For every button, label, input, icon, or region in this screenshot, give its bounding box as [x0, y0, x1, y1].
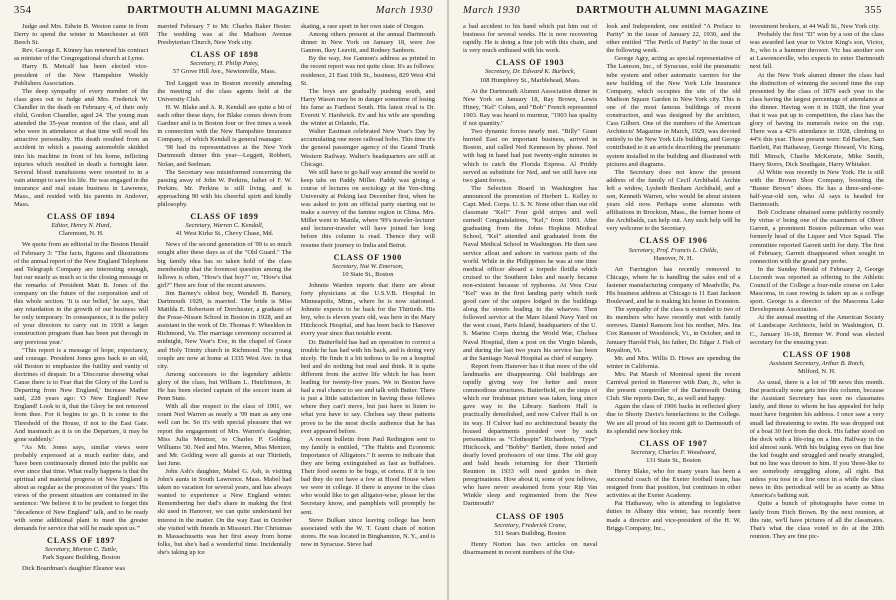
- news-paragraph: Probably the first "D" won by a son of the class was awarded last year to Victor King's son, Victor, Jr., who is a hammer thrower. Vic has another son at Lawrenceville, who expects to enter Dartmouth next fall.: [749, 31, 884, 71]
- right-columns: [463, 23, 884, 598]
- news-paragraph: At the annual meeting of the American Society of Landscape Architects, held in Washington, D. C., January 16-18, Bremer W. Pond was elected secretary for the ensuing year.: [749, 314, 884, 346]
- news-paragraph: '98 had its representatives at the New York Dartmouth dinner this year—Leggett, Robbert, Nolan, and Seelman.: [157, 144, 292, 168]
- news-paragraph: "As Mr. Jones says, similar views were probably expressed at a much earlier date, and 'have been continuously dinned into the public ear ever since that time. What really happens is that the spiritual and material progress of New England is about as regular as the procession of the years.' His views of the present situation are contained in the sentence: 'We believe it to be prudent to forget this "decadence of New England" talk, and to be ready with some additional plant to meet the greater demands for service that will be made upon us.'": [14, 443, 149, 532]
- secretary-address: Park Square Building, Boston: [42, 554, 120, 561]
- news-paragraph: Art Farrington has recently removed to Chicago, where he is handling the sales end of a fastener manufacturing company of Meadville, Pa. His business address at Chicago is 11 East Jackson Boulevard, and he is making his home in Evanston.: [606, 265, 741, 306]
- left-running-head: [14, 5, 433, 19]
- news-paragraph: married February 7 to Mr. Charles Baker Hester. The wedding was at the Madison Avenue Presbyterian Church, New York city.: [157, 23, 292, 47]
- news-paragraph: John Ash's daughter, Mabel G. Ash, is visiting John's aunts in South Lawrence. Mass. Mabel had taken no vacation for several years, and has always wanted to experience a New England winter. Remembering her dad's share in making the first ski used in Hanover, we can quite understand her interest in the matter. On the way East in October she visited with friends in Missouri. Her Christmas in Massachusetts was her first away from home folks, but she's had a wonderful time. Incidentally she's taking up ice: [157, 467, 292, 556]
- news-paragraph: News of the second generation of '99 is so much sought after these days as of the "Old Guard." The big family idea has so taken hold of the class membership that the foremost question among the fellows is often, "How's that boy?" or, "How's that girl?" Here are four of the recent answers.: [157, 241, 292, 289]
- right-column-1: [463, 23, 597, 598]
- secretary-address: 108 Humphrey St., Marblehead, Mass.: [479, 76, 581, 84]
- news-paragraph: Report from Hanover has it that more of the old landmarks are disappearing. Old buildings are rapidly giving way for better and more commodious structures. Butterfield, on the steps of which our freshman picture was taken, long since gave way to the Library. Sanborn Hall is practically demolished, and now Culver Hall is on its way. If Culver had no architectural beauty the housed departments presided over by such personalities as "Clothespin" Richardson, "Type" Hitchcock, and "Bobby" Bartlett, three noted and dearly loved professors of our time. The old gray and bald heads returning for their Thirtieth Reunion in 1933 will need guides in their peregrinations. How about it, some of you fellows, who have never awakened from your Rip Van Winkle sleep and regimented from the New Dartmouth?: [463, 362, 598, 508]
- secretary-address: Hanover, N. H.: [653, 254, 694, 262]
- class-secretary: Secretary, H. Philip Patey,: [189, 60, 260, 68]
- page-number: 355: [864, 5, 882, 16]
- news-paragraph: skating, a rare sport in her own state of Oregon.: [300, 23, 425, 30]
- secretary-address: Milford, N. H.: [797, 367, 836, 375]
- class-secretary: Secretary, Morton C. Tuttle,: [44, 545, 118, 553]
- news-paragraph: Henry Blake, who for many years has been a successful coach of the Exeter football team, has resigned from that position, but continues in other activities at the Exeter Academy.: [606, 467, 741, 500]
- secretary-address: 10 State St., Boston: [342, 270, 394, 278]
- news-paragraph: Bob Cochrane obtained some publicity recently by virtue o' being one of the examiners of Oliver Garrett, a prominent Boston policeman who was formerly head of the Liquor and Vice Squad. The committee reported Garrett unfit for duty. The first of February, Garrett disappeared when sought in connection with the grand jury probe.: [749, 209, 884, 265]
- secretary-address: Claremont, N. H.: [58, 230, 104, 238]
- news-paragraph: Al White was recently in New York. He is still with the Brown Shoe Company, boosting the "Buster Brown" shoes. He has a three-and-one-half-year-old son, who Al says is headed for Dartmouth.: [749, 168, 884, 209]
- magazine-title: DARTMOUTH ALUMNI MAGAZINE: [576, 5, 769, 16]
- news-paragraph: Judge and Mrs. Edwin B. Weston came in from Derry to spend the winter in Manchester at 669 Beech St.: [14, 23, 149, 47]
- news-paragraph: The Secretary does not know the present address of the family of Cecil Archibald. Archie left a widow, Lysbeth Benham Archibald, and a son, Kenneth Warren, who would be about sixteen years old now. Perhaps some alumnus with affiliations in Brockton, Mass., the former home of the Archibalds, can help out. Any such help will be very welcome to the Secretary.: [606, 168, 741, 233]
- news-paragraph: Walter Eastman celebrated New Year's Day by accumulating one more railroad hobo. This time it's the general passenger agency of the Grand Trunk Western Railway. Walter's headquarters are still at Chicago.: [300, 128, 435, 168]
- news-paragraph: At the Dartmouth Alumni Association dinner in New York on January 18, Ray Brown, Lewis Hiney, "Kel" Cohen, and "Bob" French represented 1903. Ray was heard to murmur, "1903 has quality if not quantity.": [463, 87, 598, 128]
- news-paragraph: A recent bulletin from Paul Redington sent to my family is entitled, "The Habits and Economic Importance of Alligators." It seems to indicate that they are being extinguished as fast as buffaloes. Their food seems to be bugs, et cetera. If it is too bad they do not have a few at Hood House when we were in college. If there is anyone in the class who would like to get alligator-wise, please let the Secretary know, and pamphlets will promptly be sent.: [300, 435, 435, 516]
- left-column-2: [157, 23, 291, 598]
- class-heading: CLASS OF 1897: [47, 535, 116, 545]
- news-paragraph: Among others present at the annual Dartmouth dinner in New York on January 18, were Joe Gannon, Ikey Leavitt, and Rodney Sanborn.: [300, 31, 435, 55]
- class-heading: CLASS OF 1903: [496, 58, 565, 68]
- class-secretary: Secretary, Prof. Francis L. Childs,: [628, 246, 719, 254]
- class-heading: CLASS OF 1907: [639, 438, 708, 448]
- right-page: [449, 0, 896, 600]
- news-paragraph: Jim Barney's oldest boy, Wendell B. Barney, Dartmouth 1929, is married. The bride is Miss Matilda E. Robertson of Dorchester, a graduate of the Posse-Nissen School in Boston in 1928, and an assistant in the work of Dr. Thomas F. Wheeldon in Richmond, Va. The marriage ceremony occurred at midnight, New Year's Eve, in the chapel of Grace and Holy Trinity church in Richmond. The young couple are now at home at 1335 West Ave. in that city.: [157, 289, 292, 370]
- news-paragraph: The deep sympathy of every member of the class goes out to Judge and Mrs. Frederick W. Chandler in the death on February 4, of their only child, Gordon Chandler, aged 24. The young man attended the 35-year reunion of the class, and all who were in attendance at that time will recall his attractive personality. His death resulted from an accident in which a passing automobile skidded into his machine in front of his home, inflicting injuries which resulted in death a fortnight later. Several blood transfusions were resorted to in a vain attempt to save his life. He was engaged in the insurance and real estate business in Lawrence, Mass., and resided with his parents in Andover, Mass.: [14, 87, 149, 209]
- right-running-head: [463, 5, 882, 19]
- news-paragraph: investment brokers, at 44 Wall St., New York city.: [749, 23, 880, 30]
- class-heading: CLASS OF 1898: [190, 50, 259, 60]
- class-secretary: Editor, Henry N. Hurd,: [51, 222, 112, 230]
- news-paragraph: Quite a bunch of photographs have come in lately from Fitch Brown. By the next reunion, at this rate, we'll have pictures of all the classmates. That's what the class voted to do at the 20th reunion. They are fine pic-: [749, 500, 884, 540]
- news-paragraph: Mr. and Mrs. Willis D. Howe are spending the winter in California.: [606, 354, 741, 370]
- class-heading: CLASS OF 1906: [639, 236, 708, 246]
- left-column-3: [301, 23, 435, 598]
- right-column-2: [606, 23, 740, 598]
- news-paragraph: look and Independent, one entitled "A Preface to Parity" in the issue of January 22, 1930, and the other entitled "The Perils of Parity" in the issue of the following week.: [606, 23, 741, 55]
- news-paragraph: Among successors to the legendary athletic glory of the class, but William L. Hutchinson, Jr. He has been elected captain of the soccer team at Penn State.: [157, 370, 292, 403]
- news-paragraph: With all due respect to the class of 1901, we count Ned Warren as nearly a '99 man as any one well can be. So it's with special pleasure that we report the engagement of Mrs. Warren's daughter, Miss Julia Mentzer, to Charles P. Golding. Williams '30. Ned and Mrs. Warren, Miss Mentzer, and Mr. Golding were all guests at our Thirtieth, last June.: [157, 403, 292, 467]
- news-paragraph: Henry Norton has two articles on naval disarmament in recent numbers of the Out-: [463, 540, 598, 556]
- class-heading: CLASS OF 1894: [47, 212, 116, 222]
- news-paragraph: Two dynamic forces nearly met. "Billy" Grant hurried East on important business, arrived in Boston, and called Ned Kenneson by phone. Ned with bag in hand had just twenty-eight minutes in which to catch the Florida Express. Al Priddy served as substitute for Ned, and we still have our two giant forces.: [463, 128, 598, 184]
- news-paragraph: Ted Leggett was in Boston recently attending the meeting of the class agents held at the University Club.: [157, 79, 292, 103]
- news-paragraph: Steve Bulkan since leaving college has been associated with the W. T. Grant chain of notion stores. He was located in Binghamton, N. Y., and is now in Syracuse. Steve had: [300, 516, 435, 548]
- class-secretary: Secretary, Nat W. Emerson,: [332, 262, 404, 270]
- page-number: 354: [14, 5, 32, 16]
- news-paragraph: Mrs. Pat Marsh of Montreal spent the recent Carnival period in Hanover with Dan, Jr., who is the present comptroller of the Dartmouth Outing Club. She reports Dan, Sr., as well and happy.: [606, 370, 741, 403]
- left-columns: [14, 23, 435, 598]
- news-paragraph: George Agry, acting as special representative of The Lamson, Inc., of Syracuse, sold the pneumatic tube system and other automatic carriers for the new building of the New York Life Insurance Company, which occupies the site of the old Madison Square Garden in New York city. This is one of the most famous buildings of recent construction, and was designed by the architect, Cass Gilbert. One of the numbers of the American Architects' Magazine in March, 1929, was devoted entirely to the New York Life building, and George contributed to it an article describing the pneumatic system installed in the building and illustrated with pictures and diagrams.: [606, 55, 741, 168]
- news-paragraph: By the way, Joe Gannon's address as printed in the recent report was not quite clear. It's as follows: residence, 21 East 10th St., business, 829 West 43d St.: [300, 55, 435, 87]
- secretary-address: 57 Grove Hill Ave., Newtonville, Mass.: [172, 68, 277, 76]
- left-column-1: [14, 23, 148, 598]
- news-paragraph: Again the class of 1906 backs in reflected glory due to Shorty Davis's benefactions to the College. We are all proud of his recent gift to Dartmouth of its splendid new hockey rink.: [606, 403, 741, 435]
- magazine-title: DARTMOUTH ALUMNI MAGAZINE: [127, 5, 320, 16]
- news-paragraph: Johnnie Warden reports that there are about forty physicians at the U.S.V.B. Hospital in Minneapolis, Minn., where he is now stationed. Johnnie expects to be back for the Thirtieth. His boy, who is eleven years old, was here in the Mary Hitchcock Hospital, and has been back to Hanover every year since that notable event.: [300, 281, 435, 338]
- news-paragraph: The boys are gradually pushing south, and Harry Wason may be in danger sometime of losing his fame as Farthest South. His latest rival is Dr. Everett V. Hardwick. Ev and his wife are spending the winter at Orlando, Fla.: [300, 87, 435, 128]
- news-paragraph: As usual, there is a lot of '08 news this month. But practically none gets into this column, because the Assistant Secretary has seen no classmates lately, and those to whom he has appealed for help must have forgotten his address. I once saw a very small lad threatening to swim. He was dropped out of a boat 30 feet from the dock. His father stood on the dock with a life-ring on a line. Halfway in the kid almost sunk. With his bulging eyes on that line the kid fought and struggled and nearly strangled, but no line was thrown to him. If you 'three-like to see somebody struggling alone, all right. But unless you toss in a line once in a while the class news in this periodical will be as scanty as Miss America's bathing suit.: [749, 379, 884, 500]
- class-heading: CLASS OF 1905: [496, 511, 565, 521]
- class-heading: CLASS OF 1908: [782, 349, 851, 359]
- class-heading: CLASS OF 1899: [190, 212, 259, 222]
- issue-date: March 1930: [375, 5, 433, 16]
- news-paragraph: H. W. Blake and A. R. Kendall are quite a bit of each other these days, for Blake comes down from Gardner and is in Boston four or five times a week in connection with the New Hampshire Insurance Company, of which Kendall is general manager.: [157, 103, 292, 144]
- news-paragraph: The Selection Board in Washington has announced the promotion of Herbert L. Kelley to Capt. Med. Corps. U. S. N. None other than our old classmate "Kel!" Four gold stripes and well earned! Congratulations, "Kel," from 1903. After graduating from the Johns Hopkins Medical School, "Kel" attended and graduated from the Naval Medical School in Washington. He then saw service afloat and ashore in various parts of the world. While in the Philippines he was at one time medical officer aboard a torpedo flotilla which cruised to the Southern Isles and nearly became non-existent because of typhoons. At Vera Cruz "Kel" was in the first landing party which took good care of the snipers lodged in the buildings along the streets leading to the wharves. Then followed service at the Mare Island Navy Yard on the west coast, Paris Island, headquarters of the U. S. Marine Corps during the World War, Chelsea Naval Hospital, then a post on the Virgin Islands, and during the last two years his service has been at the Santiago Naval Hospital as chief of surgery.: [463, 184, 598, 362]
- news-paragraph: The sympathy of the class is extended to two of its members who have recently met with family sorrows. Daniel Ransom lost his mother, Mrs. Ina Cox Ransom of Woodstock, Vt., in October, and in January Harold Fish, his father, Dr. Edgar J. Fish of Royalton, Vt.: [606, 306, 741, 354]
- left-page: [0, 0, 447, 600]
- news-paragraph: Dr. Butterfield has had an operation to correct a trouble he has had with his back, and is doing very nicely. He finds it a bit tedious to lie on a hospital bed and do nothing but read and think. It is quite different from the active life which he has been leading for twenty-five years. We in Boston have had a real chance to see and talk with Butter. There is just a little satisfaction in having these fellows where they can't move, but just have to listen to what you have to say. Chelsea say these patients prove to be the most docile audience that he has ever appeared before.: [300, 338, 435, 435]
- secretary-address: 511 Sears Building, Boston: [494, 529, 566, 537]
- news-paragraph: "This report is a message of hope, expectancy, and courage. President Jones goes back to an old, old Boston to emphasize the futility and vanity of doctrines of despair. In a 'Discourse showing what Cause there is to Fear that the Glory of the Lord is Departing from New England,' Increase Mather said, 228 years ago: 'O New England! New England! Look to it, that the Glory be not removed from thee. For it begins to go. It is come to the Threshold of the House, if not to the East Gate. And inasmuch as it is on the Departure, it may be gone suddenly.': [14, 346, 149, 443]
- issue-date: March 1930: [463, 5, 521, 16]
- class-secretary: Assistant Secretary, Arthur B. Rotch,: [769, 359, 865, 367]
- news-paragraph: We still have to go half way around the world to keep tabs on Paddy Miller. Paddy was giving a course of lectures on sociology at the Yen-ching University at Peking last December first, when he was asked to join an official party starting out to make a survey of the famine region in China. Mrs. Miller went to Manila, where '99's traveler-lecturer and lecturer-traveler will have joined her long before this column is read. Thence they will resume their journey to India and Beirut.: [300, 168, 435, 249]
- news-paragraph: In the Sunday Herald of February 2, George Liscomb was reported as offering to the Athletic Council of the College a four-mile course on Lake Mascoma, in case rowing is taken up as a college sport. George is a director of the Mascoma Lake Development Association.: [749, 265, 884, 314]
- news-paragraph: Rev. George E. Kinney has renewed his contract as minister of the Congregational church at Lyme.: [14, 47, 149, 63]
- news-paragraph: We quote from an editorial in the Boston Herald of February 3: "The facts, figures and illustrations of the annual report of the New England Telephone and Telegraph Company are interesting enough, but our nearly as much so is the closing message or the remarks of President Matt B. Jones of the company on the future of the corporation and of this whole section. 'It is our belief,' he says, 'that any retardation in the growth of our business will be only temporary. In consequence, it is the policy of your directors to carry out in 1930 a larger construction program than has been put through in any previous year.': [14, 241, 149, 346]
- class-heading: CLASS OF 1900: [333, 252, 402, 262]
- secretary-address: 41 West Kirke St., Chevy Chase, Md.: [175, 230, 274, 238]
- class-secretary: Secretary, Dr. Edward K. Burbeck,: [485, 68, 576, 76]
- secretary-address: 131 State St., Boston: [646, 456, 701, 464]
- news-paragraph: Pat Hathaway, who is attending to legislative duties in Albany this winter, has recently been made a director and vice-president of the H. W. Briggs Company, Inc.,: [606, 500, 741, 532]
- right-column-3: [750, 23, 884, 598]
- news-paragraph: Dick Boardman's daughter Eleanor was: [22, 565, 125, 573]
- news-paragraph: a bad accident to his hand which put him out of business for several weeks. He is now recovering rapidly. He is doing a fine job with this chain, and is very much enthused with his work.: [463, 23, 598, 55]
- class-secretary: Secretary, Frederick Crane,: [493, 521, 567, 529]
- news-paragraph: At the New York alumni dinner the class had the distinction of winning the second time the cup presented by the class of 1879 each year to the class having the largest percentage of attendance at the dinner. Having won it in 1928, the first year that it was put up to competition, the class has the glory of having its numerals twice on the cup. There was a 42% attendance in 1928, climbing to 44% this year. Those present were: Ed Barker, Sam Bartlett, Pat Hathaway, George Howard, Vic King, Bill Minsch, Charlie McKenzie, Mike Smith, Harry Storrs, Dick Southgate, Harry Whitaker.: [749, 71, 884, 168]
- news-paragraph: The Secretary was misinformed concerning the passing away of John W. Perkins, father of F. W. Perkins. Mr. Perkins is still living, and is approaching 90 with his cheerful spirit and kindly philosophy.: [157, 168, 292, 208]
- class-secretary: Secretary, Warren C. Kendall,: [185, 222, 264, 230]
- news-paragraph: Harry B. Metcalf has been elected vice-president of the New Hampshire Weekly Publishers Association.: [14, 63, 149, 87]
- class-secretary: Secretary, Charles F. Woodward,: [630, 448, 717, 456]
